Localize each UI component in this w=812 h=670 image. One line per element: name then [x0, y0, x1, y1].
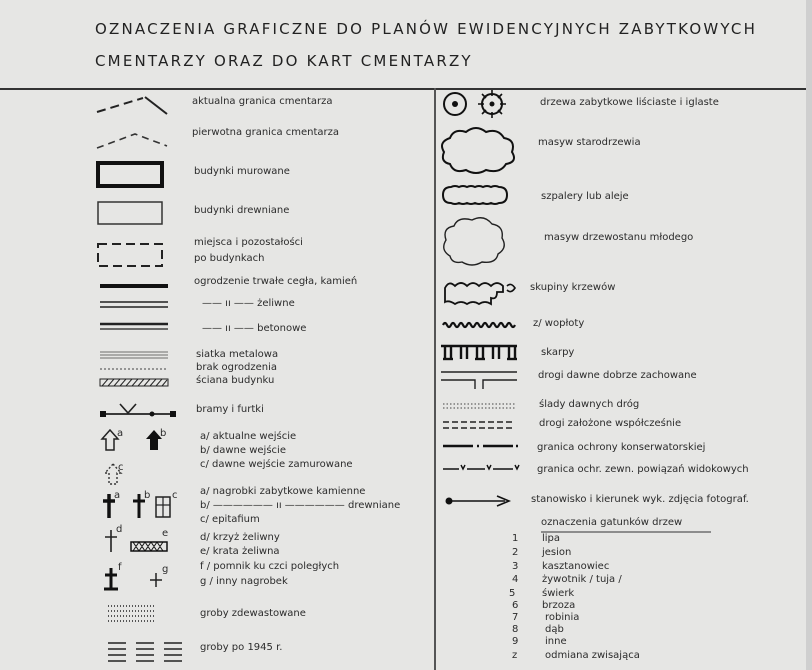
deciduous-tree-icon — [441, 90, 471, 118]
legend-right-11: granica ochr. zewn. powiązań widokowych — [537, 464, 749, 475]
legend-right-10: granica ochrony konserwatorskiej — [537, 442, 706, 453]
visual-links-boundary-symbol — [443, 462, 523, 476]
mark-c-2: c — [172, 490, 178, 501]
iron-grating-icon — [130, 540, 170, 554]
legend-left-19: d/ krzyż żeliwny — [200, 532, 280, 543]
permanent-fence-symbol — [100, 282, 170, 290]
species-name-6: brzoza — [542, 600, 576, 611]
legend-right-12: stanowisko i kierunek wyk. zdjęcia fotograf. — [531, 494, 749, 505]
header-rule — [0, 88, 812, 90]
legend-left-10: brak ogrodzenia — [196, 362, 278, 373]
species-num-6: 6 — [512, 600, 519, 611]
legend-left-20: e/ krata żeliwna — [200, 546, 280, 557]
photo-position-symbol — [445, 494, 521, 508]
legend-left-9: siatka metalowa — [196, 349, 279, 360]
building-wall-symbol — [100, 378, 170, 388]
legend-left-4: miejsca i pozostałości — [194, 237, 303, 248]
title-line-1: OZNACZENIA GRAFICZNE DO PLANÓW EWIDENCYJNYCH ZABYTKOWYCH — [95, 20, 758, 38]
title-line-2: CMENTARZY ORAZ DO KART CMENTARZY — [95, 52, 473, 70]
gates-symbol — [100, 398, 180, 420]
legend-right-3: masyw drzewostanu młodego — [544, 232, 694, 243]
original-boundary-symbol — [95, 130, 175, 152]
species-name-9: inne — [545, 636, 567, 647]
species-num-9: 9 — [512, 636, 519, 647]
mark-a-1: a — [117, 428, 124, 439]
legend-left-12: bramy i furtki — [196, 404, 264, 415]
shrub-groups-symbol — [441, 278, 521, 308]
wire-fence-symbol — [100, 350, 170, 360]
mark-g: g — [162, 564, 169, 575]
mark-b-2: b — [144, 490, 151, 501]
current-boundary-symbol — [95, 94, 175, 116]
legend-right-1: masyw starodrzewia — [538, 137, 641, 148]
devastated-graves-symbol — [106, 602, 156, 626]
slopes-symbol — [441, 344, 521, 362]
mark-d: d — [116, 524, 123, 535]
species-name-8: dąb — [545, 624, 564, 635]
legend-right-4: skupiny krzewów — [530, 282, 616, 293]
wooden-building-symbol — [96, 199, 166, 229]
legend-left-15: c/ dawne wejście zamurowane — [200, 459, 353, 470]
legend-right-6: skarpy — [541, 347, 575, 358]
legend-right-9: drogi założone współcześnie — [539, 418, 682, 429]
legend-left-0: aktualna granica cmentarza — [192, 96, 333, 107]
species-num-8: 8 — [512, 624, 519, 635]
species-name-3: kasztanowiec — [542, 561, 610, 572]
species-num-1: 1 — [512, 533, 519, 544]
concrete-fence-symbol — [100, 322, 170, 332]
legend-left-17: b/ —————— ıı —————— drewniane — [200, 500, 401, 511]
iron-fence-symbol — [100, 300, 170, 310]
legend-left-22: g / inny nagrobek — [200, 576, 288, 587]
legend-right-2: szpalery lub aleje — [541, 191, 629, 202]
tree-rows-symbol — [441, 183, 517, 207]
species-heading: oznaczenia gatunków drzew — [541, 517, 683, 528]
legend-left-11: ściana budynku — [196, 375, 275, 386]
legend-right-5: z/ wopłoty — [533, 318, 585, 329]
species-num-4: 4 — [512, 574, 519, 585]
legend-left-7: —— ıı —— żeliwne — [202, 298, 295, 309]
mark-b-1: b — [160, 428, 167, 439]
legend-left-5: po budynkach — [194, 253, 265, 264]
species-name-1: lipa — [542, 533, 561, 544]
legend-left-8: —— ıı —— betonowe — [202, 323, 307, 334]
old-woodland-symbol — [438, 124, 520, 176]
column-divider — [434, 88, 436, 670]
species-name-4: żywotnik / tuja / — [542, 574, 622, 585]
legend-left-6: ogrodzenie trwałe cegła, kamień — [194, 276, 358, 287]
conservation-boundary-symbol — [443, 442, 519, 450]
post-1945-graves-symbol — [108, 640, 184, 666]
legend-left-2: budynki murowane — [194, 166, 290, 177]
species-name-7: robinia — [545, 612, 580, 623]
mark-c-1: c — [118, 462, 124, 473]
hedges-symbol — [441, 320, 519, 330]
legend-right-7: drogi dawne dobrze zachowane — [538, 370, 697, 381]
young-woodland-symbol — [440, 214, 510, 266]
legend-left-14: b/ dawne wejście — [200, 445, 286, 456]
old-roads-symbol — [441, 369, 521, 391]
no-fence-symbol — [100, 366, 170, 372]
legend-left-13: a/ aktualne wejście — [200, 431, 297, 442]
legend-left-18: c/ epitafium — [200, 514, 260, 525]
species-heading-underline — [541, 530, 713, 534]
legend-left-3: budynki drewniane — [194, 205, 290, 216]
species-name-z: odmiana zwisająca — [545, 650, 640, 661]
legend-left-16: a/ nagrobki zabytkowe kamienne — [200, 486, 366, 497]
mark-f: f — [118, 562, 122, 573]
coniferous-tree-icon — [476, 88, 510, 120]
legend-left-1: pierwotna granica cmentarza — [192, 127, 340, 138]
legend-right-0: drzewa zabytkowe liściaste i iglaste — [540, 97, 719, 108]
mark-a-2: a — [114, 490, 121, 501]
legend-left-24: groby po 1945 r. — [200, 642, 283, 653]
species-num-3: 3 — [512, 561, 519, 572]
modern-roads-symbol — [443, 420, 519, 430]
scan-edge — [806, 0, 812, 670]
legend-left-21: f / pomnik ku czci poległych — [200, 561, 340, 572]
mark-e: e — [162, 528, 169, 539]
species-name-2: jesion — [542, 547, 572, 558]
species-num-5: 5 — [509, 588, 516, 599]
former-building-symbol — [96, 240, 166, 272]
species-num-z: z — [512, 650, 518, 661]
species-name-5: świerk — [542, 588, 575, 599]
legend-right-8: ślady dawnych dróg — [539, 399, 640, 410]
road-traces-symbol — [443, 402, 519, 410]
species-num-2: 2 — [512, 547, 519, 558]
epitaph-icon — [154, 495, 174, 519]
species-num-7: 7 — [512, 612, 519, 623]
masonry-building-symbol — [96, 160, 166, 190]
legend-left-23: groby zdewastowane — [200, 608, 306, 619]
